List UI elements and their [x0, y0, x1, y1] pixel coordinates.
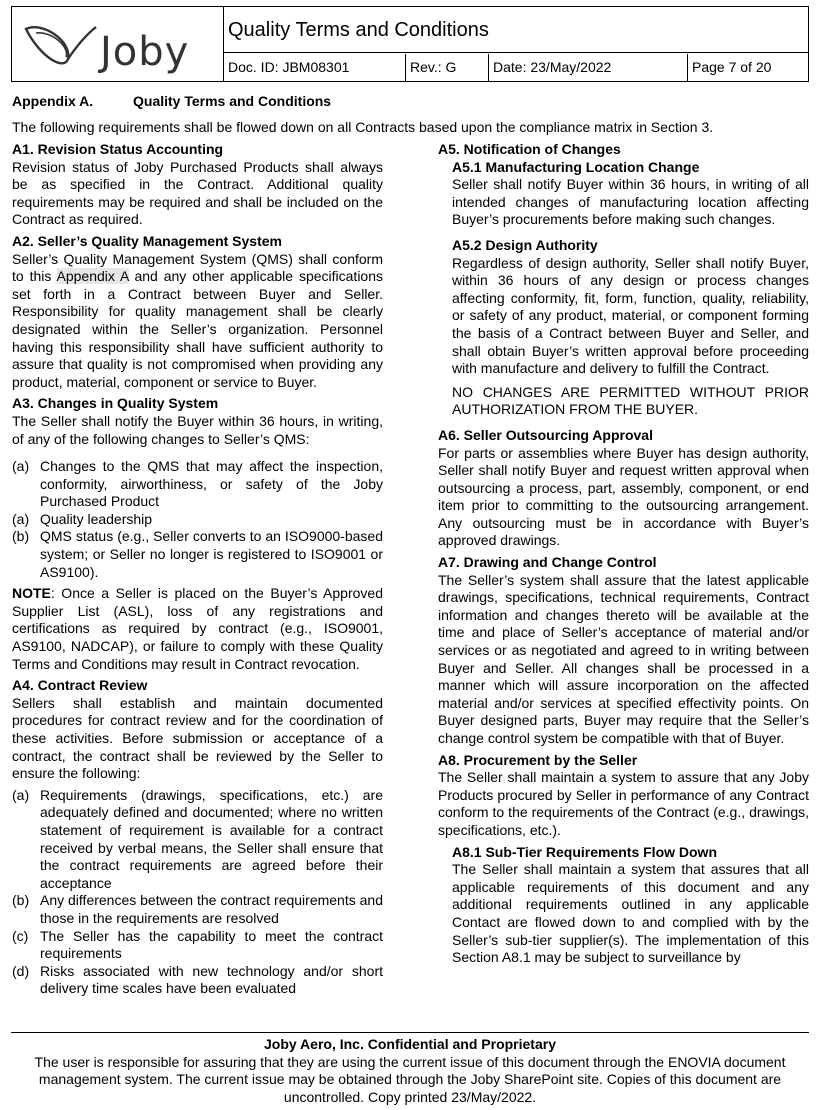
a3-list [12, 458, 383, 581]
list-text: Requirements (drawings, specifications, etc.) are adequately defined and documented; where no written statement of requirement is available for a contract received by verbal means, the Seller shall ensure that the contract requirements are agreed before their acceptance [40, 786, 383, 891]
list-item [12, 963, 383, 998]
appendix-intro: The following requirements shall be flowed down on all Contracts based upon the compliance matrix in Section 3. [12, 119, 714, 135]
list-text: The Seller has the capability to meet the contract requirements [40, 927, 383, 962]
footer-rule [11, 1032, 809, 1033]
list-item [12, 892, 383, 927]
doc-date: Date: 23/May/2022 [489, 54, 688, 81]
a1-heading: A1. Revision Status Accounting [12, 141, 224, 157]
a4-list [12, 787, 383, 998]
a7-body: The Seller’s system shall assure that the latest applicable drawings, specifications, technical requirements, Contract information and changes thereto will be available at the time and place of Seller’s acceptance of material and/or services or as negotiated and agreed to in writing between Buyer and Seller. All changes shall be processed in a manner which will assure incorporation on the affected material and/or services at specified effectivity points. On Buyer designed parts, Buyer may require that the Seller’s change control system be compatible with that of Buyer. [438, 571, 809, 746]
appendix-title: Quality Terms and Conditions [133, 93, 332, 109]
a6-heading: A6. Seller Outsourcing Approval [438, 426, 653, 443]
a8-1-body: The Seller shall maintain a system that assures that all applicable requirements of this document and any additional requirements outlined in any applicable Contact are flowed down to and complied with by the Seller’s sub-tier supplier(s). The implementation of this Section A8.1 may be subject to surveillance by [452, 861, 809, 966]
revision: Rev.: G [406, 54, 489, 81]
a3-note [12, 585, 383, 673]
list-text: QMS status (e.g., Seller converts to an ISO9000-based system; or Seller no longer is registered to ISO9001 or AS9100). [40, 528, 383, 580]
a7-heading: A7. Drawing and Change Control [438, 554, 657, 571]
document-title: Quality Terms and Conditions [224, 7, 808, 53]
a6-body: For parts or assemblies where Buyer has design authority, Seller shall notify Buyer and request written approval when outsourcing a process, part, assembly, component, or end item prior to committing to the outsourcing arrangement. Any outsourcing must be in accordance with Buyer’s approved drawings. [438, 444, 809, 549]
a1-body: Revision status of Joby Purchased Products shall always be as specified in the Contract. Additional quality requirements may be required and shall be included on the Contract as required. [12, 158, 383, 228]
a8-heading: A8. Procurement by the Seller [438, 751, 638, 768]
left-column [12, 141, 383, 998]
a2-body-text-rest: and any other applicable specifications set forth in a Contract between Buyer and Seller. Responsibility for quality management shall be clearly designated within the Seller’s organization. Personnel having this responsibility shall have sufficient authority to assure that quality is not compromised when providing any product, material, component or service to Buyer. [12, 268, 384, 390]
a2-body [12, 251, 383, 392]
a3-body: The Seller shall notify the Buyer within 36 hours, in writing, of any of the following changes to Seller’s QMS: [12, 412, 383, 447]
a2-heading: A2. Seller’s Quality Management System [12, 232, 282, 249]
uncontrolled-copy-notice: The user is responsible for assuring that they are using the current issue of this document through the ENOVIA document management system. The current issue may be obtained through the Joby SharePoint site. Copies of this document are uncontrolled. Copy printed 23/May/2022. [34, 1053, 786, 1105]
list-marker: (b) [12, 892, 30, 909]
list-text: Any differences between the contract requirements and those in the requirements are resolved [40, 892, 383, 926]
confidential-notice: Joby Aero, Inc. Confidential and Proprietary [264, 1036, 556, 1052]
doc-id: Doc. ID: JBM08301 [224, 54, 406, 81]
joby-logo [12, 7, 224, 81]
list-marker: (a) [12, 510, 30, 527]
list-item [12, 511, 383, 529]
list-marker: (c) [12, 927, 29, 944]
list-item [12, 928, 383, 963]
a8-1-heading: A8.1 Sub-Tier Requirements Flow Down [452, 843, 718, 860]
a2-body-text: Seller’s Quality Management System (QMS) shall conform to this [12, 250, 383, 285]
a5-1-heading: A5.1 Manufacturing Location Change [452, 158, 700, 175]
logo-wordmark: Joby [100, 29, 190, 75]
a5-2-body: Regardless of design authority, Seller shall notify Buyer, within 36 hours of any design or process changes affecting conformity, fit, form, function, quality, reliability, or safety of any product, material, or component forming the basis of a Contract between Buyer and Seller, and shall obtain Buyer’s written approval before proceeding with manufacture and delivery to fulfill the Contract. [452, 254, 809, 377]
list-item [12, 528, 383, 581]
appendix-label: Appendix A. [12, 93, 94, 109]
list-marker: (a) [12, 458, 30, 475]
list-item [12, 458, 383, 511]
list-marker: (a) [12, 786, 30, 803]
list-marker: (b) [12, 528, 30, 545]
document-header [11, 6, 809, 82]
appendix-a-link[interactable]: Appendix A [56, 268, 129, 285]
list-text: Quality leadership [40, 510, 153, 527]
note-text: : Once a Seller is placed on the Buyer’s Approved Supplier List (ASL), loss of any registrations and certifications as required by contract (e.g., ISO9001, AS9100, NADCAP), or failure to comply with these Quality Terms and Conditions may result in Contract revocation. [12, 585, 383, 672]
a4-body: Sellers shall establish and maintain documented procedures for contract review and for the coordination of these activities. Before submission or acceptance of a contract, the contract shall be reviewed by the Seller to ensure the following: [12, 694, 383, 782]
a4-heading: A4. Contract Review [12, 677, 148, 694]
list-text: Changes to the QMS that may affect the inspection, conformity, airworthiness, or safety of the Joby Purchased Product [40, 458, 383, 510]
list-marker: (d) [12, 962, 30, 979]
list-text: Risks associated with new technology and/or short delivery time scales have been evaluated [40, 962, 383, 997]
a3-heading: A3. Changes in Quality System [12, 395, 219, 412]
a5-2-caps-notice: NO CHANGES ARE PERMITTED WITHOUT PRIOR AUTHORIZATION FROM THE BUYER. [452, 383, 809, 418]
page-number: Page 7 of 20 [692, 59, 772, 75]
joby-logo-icon [12, 7, 224, 81]
a8-body: The Seller shall maintain a system to assure that any Joby Products procured by Seller in performance of any Contract conform to the requirements of the Contract (e.g., drawings, specifications, etc.). [438, 769, 809, 838]
a5-heading: A5. Notification of Changes [438, 141, 621, 157]
a5-1-body: Seller shall notify Buyer within 36 hours, in writing of all intended changes of manufacturing location affecting Buyer’s procurements before making such changes. [452, 176, 809, 228]
note-label: NOTE [12, 585, 51, 602]
list-item [12, 787, 383, 893]
appendix-heading [12, 93, 331, 111]
right-column [438, 141, 809, 967]
document-footer [11, 1036, 809, 1106]
a5-2-heading: A5.2 Design Authority [452, 236, 598, 253]
